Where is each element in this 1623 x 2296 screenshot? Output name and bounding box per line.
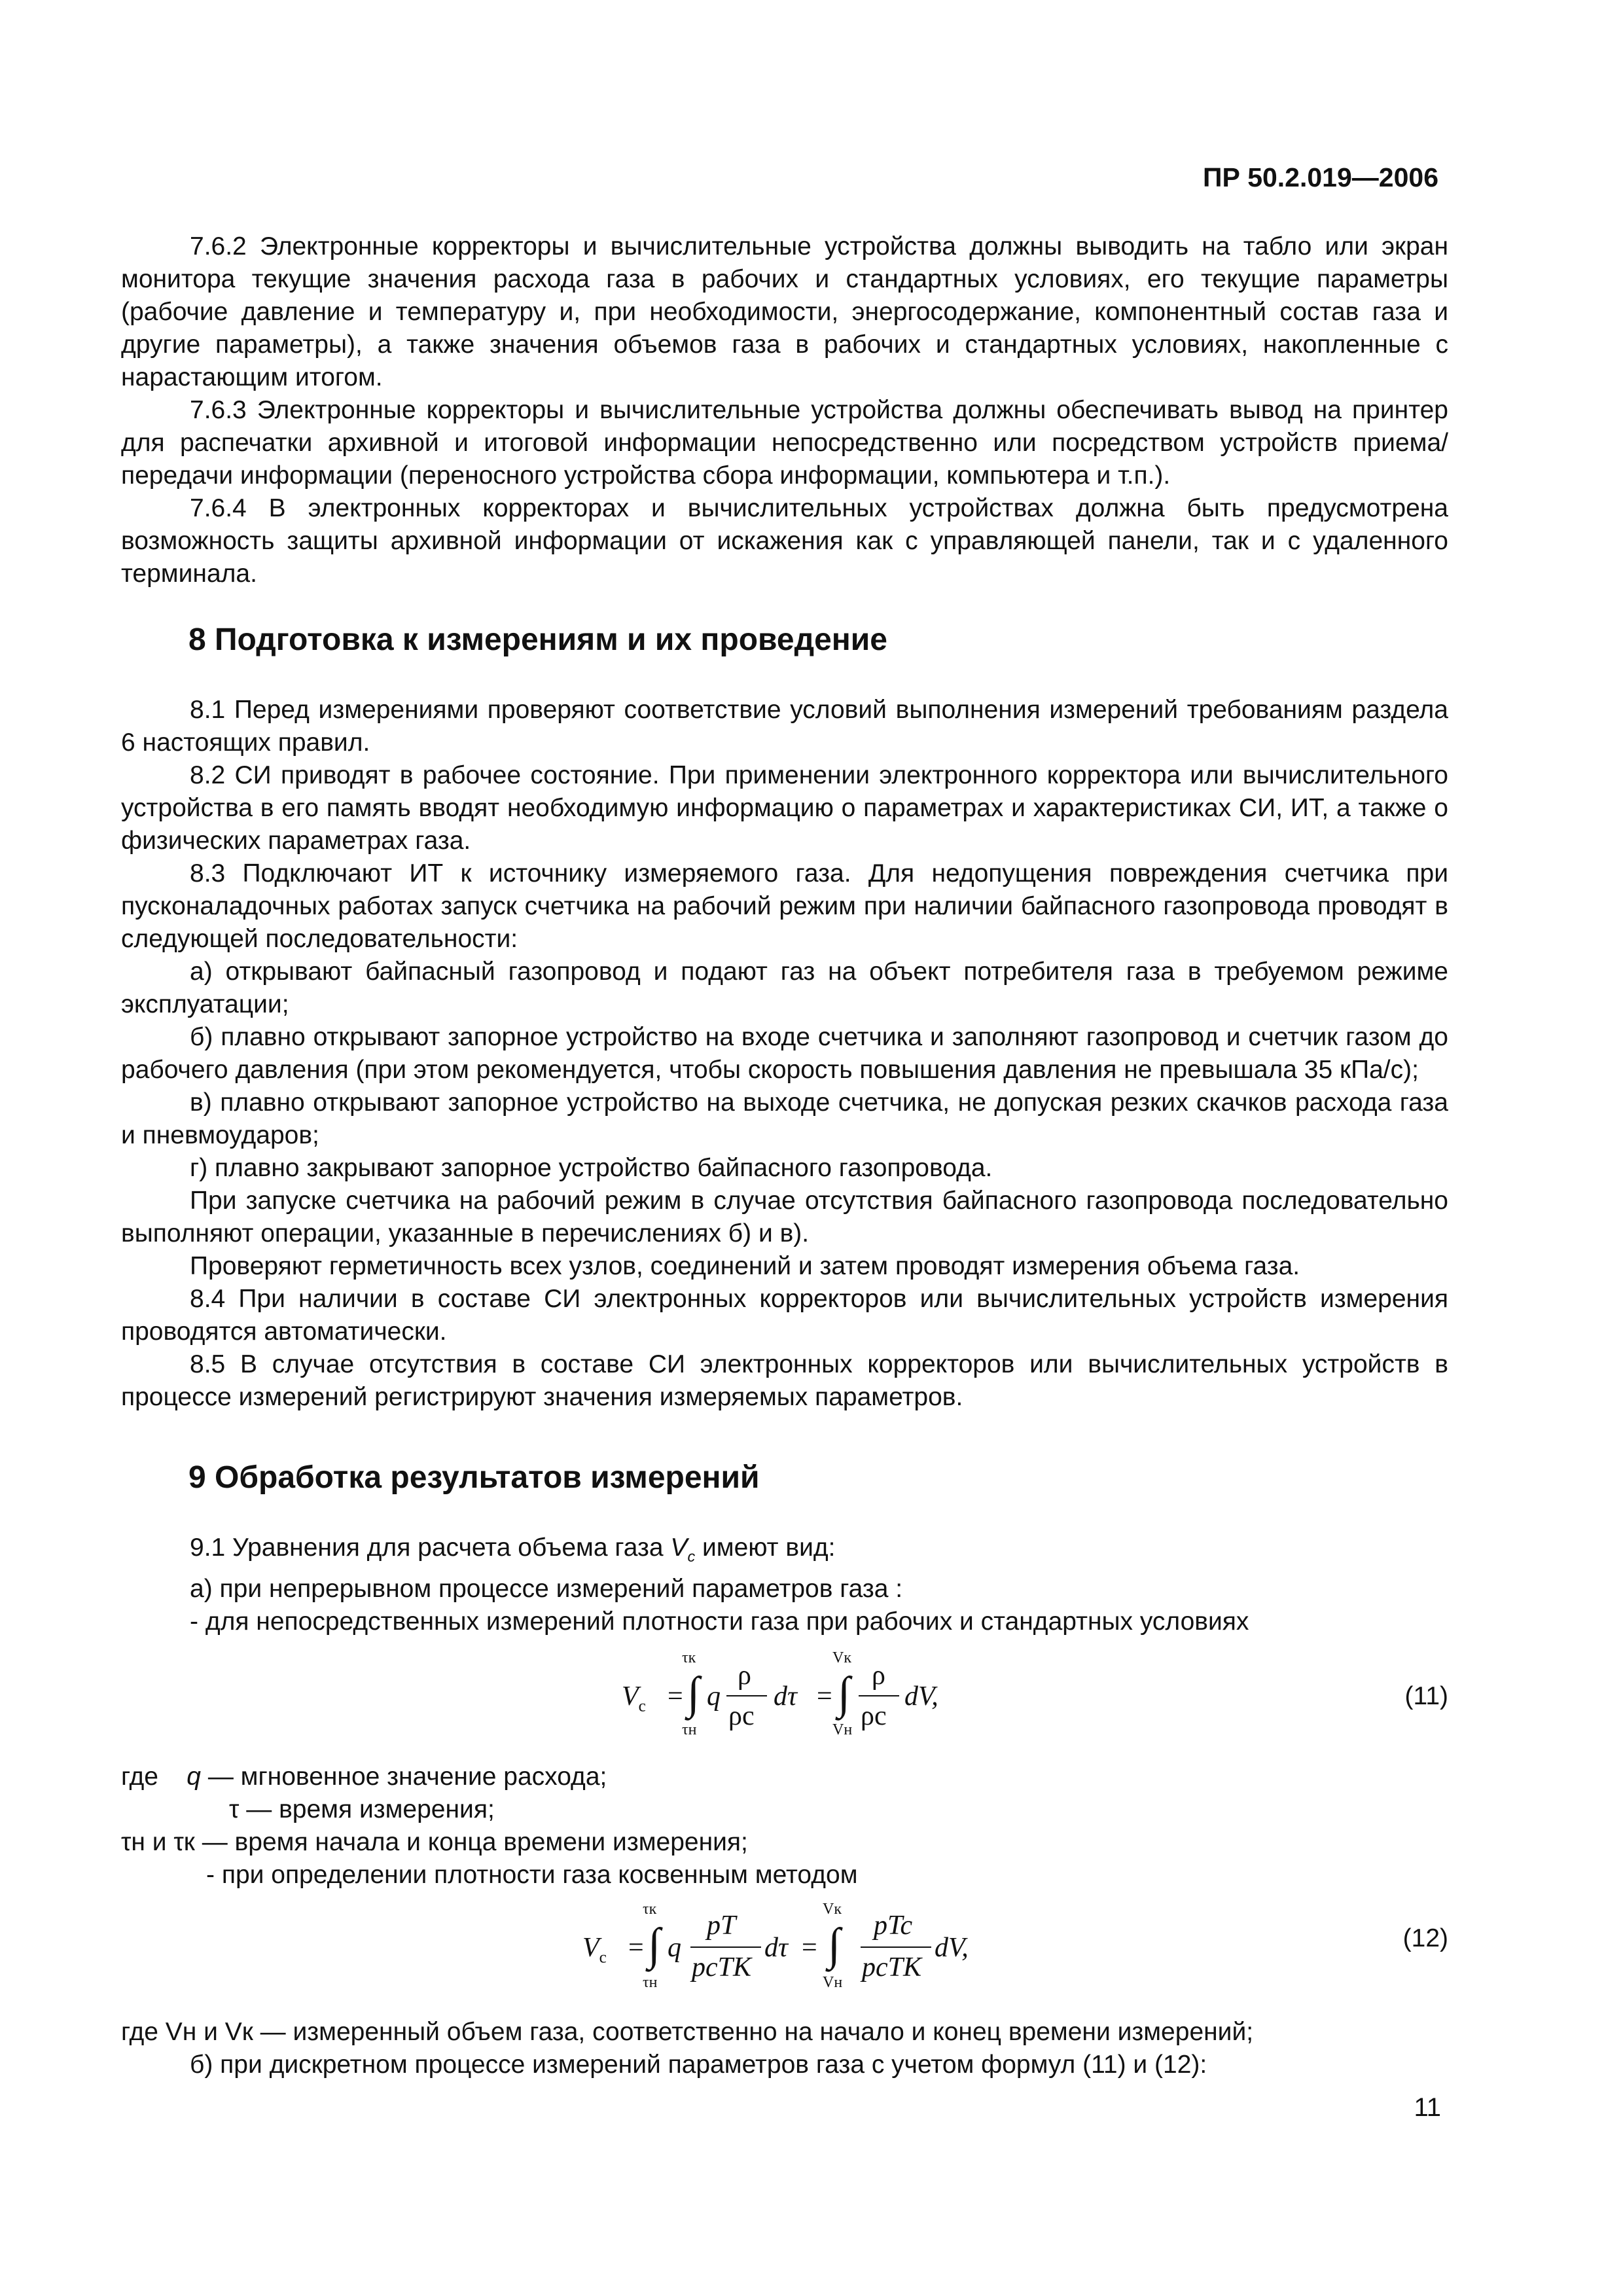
formula-12-int1-upper: τк: [643, 1901, 657, 1918]
list-item-v: в) плавно открывают запорное устройство на выходе счетчика, не допуская резких скачков расхода газа и пневмоударов;: [121, 1088, 1448, 1149]
paragraph-8-5: 8.5 В случае отсутствия в составе СИ электронных корректоров или вычислительных устройств в процессе измерений регистрируют значения измеряемых параметров.: [121, 1350, 1448, 1411]
list-item-a: а) открывают байпасный газопровод и подают газ на объект потребителя газа в требуемом режиме эксплуатации;: [121, 958, 1448, 1018]
formula-12-dv: dV,: [935, 1933, 969, 1963]
paragraph-9-1: 9.1 Уравнения для расчета объема газа $V_c$ имеют вид:: [190, 1534, 836, 1565]
formula-11-lhs: $V_c$: [622, 1681, 646, 1715]
paragraph-tightness: Проверяют герметичность всех узлов, соединений и затем проводят измерения объема газа.: [190, 1252, 1300, 1280]
formula-11-integral-1: ∫: [687, 1668, 700, 1719]
list-item-b: б) плавно открывают запорное устройство на входе счетчика и заполняют газопровод и счетчик газом до рабочего давления (при этом рекомендуется, чтобы скорость повышения давления не превышала 35 кПа/с);: [121, 1023, 1448, 1084]
formula-11-eq1: =: [668, 1681, 683, 1712]
formula-11-dv: dV,: [904, 1681, 938, 1712]
formula-12-int2-upper: Vк: [823, 1901, 842, 1918]
section-9-title: 9 Обработка результатов измерений: [188, 1460, 760, 1495]
formula-11-int2-upper: Vк: [832, 1649, 851, 1666]
paragraph-9-1-direct: - для непосредственных измерений плотности газа при рабочих и стандартных условиях: [190, 1607, 1249, 1636]
paragraph-7-6-2: 7.6.2 Электронные корректоры и вычислительные устройства должны выводить на табло или экран монитора текущие значения расхода газа в рабочих и стандартных условиях, его текущие параметры (рабочие давление и температуру и, при необходимости, энергосодержание, компонентный состав газа и другие параметры), а также значения объемов газа в рабочих и стандартных условиях, накопленные с нарастающим итогом.: [121, 232, 1448, 391]
paragraph-9-1-a: а) при непрерывном процессе измерений параметров газа :: [190, 1574, 903, 1603]
formula-12-number: (12): [1402, 1924, 1448, 1952]
paragraphs-9: [121, 1532, 1448, 1638]
formula-12-dtau: dτ: [764, 1933, 789, 1963]
where-v-line: где Vн и Vк — измеренный объем газа, соответственно на начало и конец времени измерений;: [121, 2018, 1254, 2046]
paragraph-8-1: 8.1 Перед измерениями проверяют соответствие условий выполнения измерений требованиям раздела 6 настоящих правил.: [121, 696, 1448, 757]
indirect-method-line: - при определении плотности газа косвенным методом: [206, 1861, 858, 1889]
formula-12-lhs: $V_c$: [582, 1933, 607, 1967]
paragraph-startup: При запуске счетчика на рабочий режим в случае отсутствия байпасного газопровода последовательно выполняют операции, указанные в перечислениях б) и в).: [121, 1187, 1448, 1247]
formula-12-int2-lower: Vн: [823, 1974, 843, 1991]
where-block-2: [121, 2016, 1448, 2081]
paragraph-8-2: 8.2 СИ приводят в рабочее состояние. При применении электронного корректора или вычислительного устройства в его память вводят необходимую информацию о параметрах и характеристиках СИ, ИТ, а также о физических параметрах газа.: [121, 761, 1448, 855]
formula-11-num2: ρ: [872, 1660, 885, 1691]
paragraph-8-3: 8.3 Подключают ИТ к источнику измеряемого газа. Для недопущения повреждения счетчика при пусконаладочных работах запуск счетчика на рабочий режим при наличии байпасного газопровода проводят в следующей последовательности:: [121, 859, 1448, 953]
list-item-b-discrete: б) при дискретном процессе измерений параметров газа с учетом формул (11) и (12):: [190, 2051, 1207, 2079]
formula-12-fraction-bar-1: [690, 1946, 761, 1948]
formula-12-int1-lower: τн: [643, 1974, 658, 1991]
paragraph-7-6-3: 7.6.3 Электронные корректоры и вычислительные устройства должны обеспечивать вывод на принтер для распечатки архивной и итоговой информации непосредственно или посредством устройств приема/передачи информации (переносного устройства сбора информации, компьютера и т.п.).: [121, 396, 1448, 490]
formula-11-den1: ρc: [728, 1701, 755, 1731]
paragraph-7-6-4: 7.6.4 В электронных корректорах и вычислительных устройствах должна быть предусмотрена возможность защиты архивной информации от искажения как с управляющей панели, так и с удаленного терминала.: [121, 494, 1448, 588]
list-item-g: г) плавно закрывают запорное устройство байпасного газопровода.: [190, 1154, 993, 1182]
formula-12-num1: pT: [707, 1910, 736, 1941]
where-tau-nk: τн и τк — время начала и конца времени измерения;: [121, 1828, 748, 1856]
formula-11-dtau: dτ: [774, 1681, 798, 1712]
paragraph-8-4: 8.4 При наличии в составе СИ электронных корректоров или вычислительных устройств измерения проводятся автоматически.: [121, 1285, 1448, 1346]
formula-11-num1: ρ: [738, 1660, 751, 1691]
formula-12-q: q: [668, 1933, 681, 1963]
paragraphs-7-6: [121, 230, 1448, 590]
where-tau: τ — время измерения;: [229, 1795, 495, 1823]
formula-12-eq1: =: [628, 1933, 644, 1963]
formula-12-num2: pTc: [874, 1910, 913, 1941]
formula-11-integral-2: ∫: [838, 1668, 851, 1719]
formula-11-q: q: [707, 1681, 721, 1712]
formula-11: [0, 1649, 1623, 1748]
formula-11-int2-lower: Vн: [832, 1721, 853, 1738]
formula-12-den1: pcTK: [692, 1952, 752, 1982]
paragraphs-8: [121, 694, 1448, 1414]
formula-11-fraction-bar-1: [726, 1695, 767, 1696]
document-code: ПР 50.2.019—2006: [1202, 162, 1438, 192]
formula-12-integral-1: ∫: [648, 1920, 661, 1970]
where-block-1: [121, 1761, 1448, 1892]
formula-11-number: (11): [1404, 1682, 1448, 1710]
formula-11-int1-lower: τн: [682, 1721, 697, 1738]
formula-12-den2: pcTK: [862, 1952, 922, 1982]
formula-12-fraction-bar-2: [861, 1946, 931, 1948]
formula-12: [0, 1898, 1623, 2003]
where-q: где q — мгновенное значение расхода;: [121, 1763, 607, 1791]
formula-11-int1-upper: τк: [682, 1649, 696, 1666]
formula-11-eq2: =: [817, 1681, 832, 1712]
formula-12-integral-2: ∫: [828, 1920, 841, 1970]
formula-11-fraction-bar-2: [859, 1695, 899, 1696]
formula-12-eq2: =: [802, 1933, 817, 1963]
page-number: 11: [1414, 2093, 1441, 2122]
section-8-title: 8 Подготовка к измерениям и их проведение: [188, 622, 887, 657]
formula-11-den2: ρc: [861, 1701, 887, 1731]
